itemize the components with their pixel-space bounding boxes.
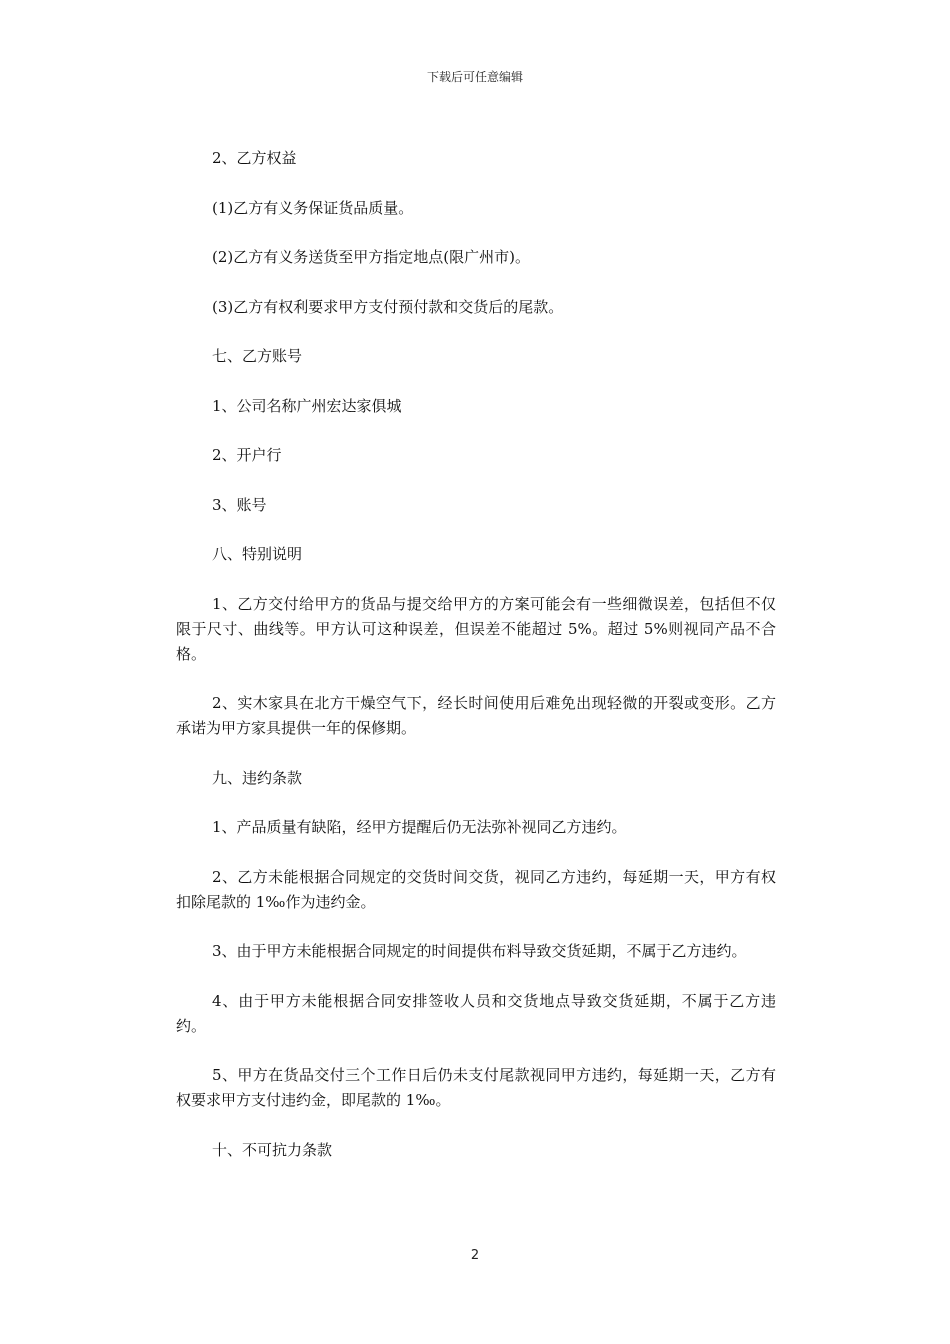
section-heading-force-majeure: 十、不可抗力条款 [212,1140,333,1159]
page-header: 下载后可任意编辑 [426,70,523,84]
section-heading-account: 七、乙方账号 [212,347,303,365]
breach-clause-5: 5、甲方在货品交付三个工作日后仍未支付尾款视同甲方违约，每延期一天，乙方有权要求甲方支付违约金，即尾款的 1‰。 [176,1066,776,1109]
section-heading-party-b-rights: 2、乙方权益 [212,149,297,167]
document-body [176,146,776,1187]
breach-clause-3: 3、由于甲方未能根据合同规定的时间提供布料导致交货延期，不属于乙方违约。 [212,942,747,960]
clause-delivery-obligation: (2)乙方有义务送货至甲方指定地点(限广州市)。 [212,248,530,266]
account-number: 3、账号 [212,495,267,514]
note-warranty: 2、实木家具在北方干燥空气下，经长时间使用后难免出现轻微的开裂或变形。乙方承诺为甲方家具提供一年的保修期。 [176,694,776,737]
note-tolerance: 1、乙方交付给甲方的货品与提交给甲方的方案可能会有一些细微误差，包括但不仅限于尺寸、曲线等。甲方认可这种误差，但误差不能超过 5%。超过 5%则视同产品不合格。 [176,594,776,663]
breach-clause-4: 4、由于甲方未能根据合同安排签收人员和交货地点导致交货延期，不属于乙方违约。 [176,991,776,1035]
breach-clause-2: 2、乙方未能根据合同规定的交货时间交货，视同乙方违约，每延期一天，甲方有权扣除尾款的 1‰作为违约金。 [176,867,776,911]
section-heading-breach: 九、违约条款 [212,768,303,787]
page-number: 2 [470,1248,480,1263]
account-bank: 2、开户行 [212,446,282,464]
breach-clause-1: 1、产品质量有缺陷，经甲方提醒后仍无法弥补视同乙方违约。 [212,818,627,836]
clause-quality-guarantee: (1)乙方有义务保证货品质量。 [212,198,414,217]
section-heading-special-notes: 八、特别说明 [212,545,303,563]
clause-payment-right: (3)乙方有权利要求甲方支付预付款和交货后的尾款。 [212,297,564,316]
account-company-name: 1、公司名称广州宏达家俱城 [212,396,402,415]
